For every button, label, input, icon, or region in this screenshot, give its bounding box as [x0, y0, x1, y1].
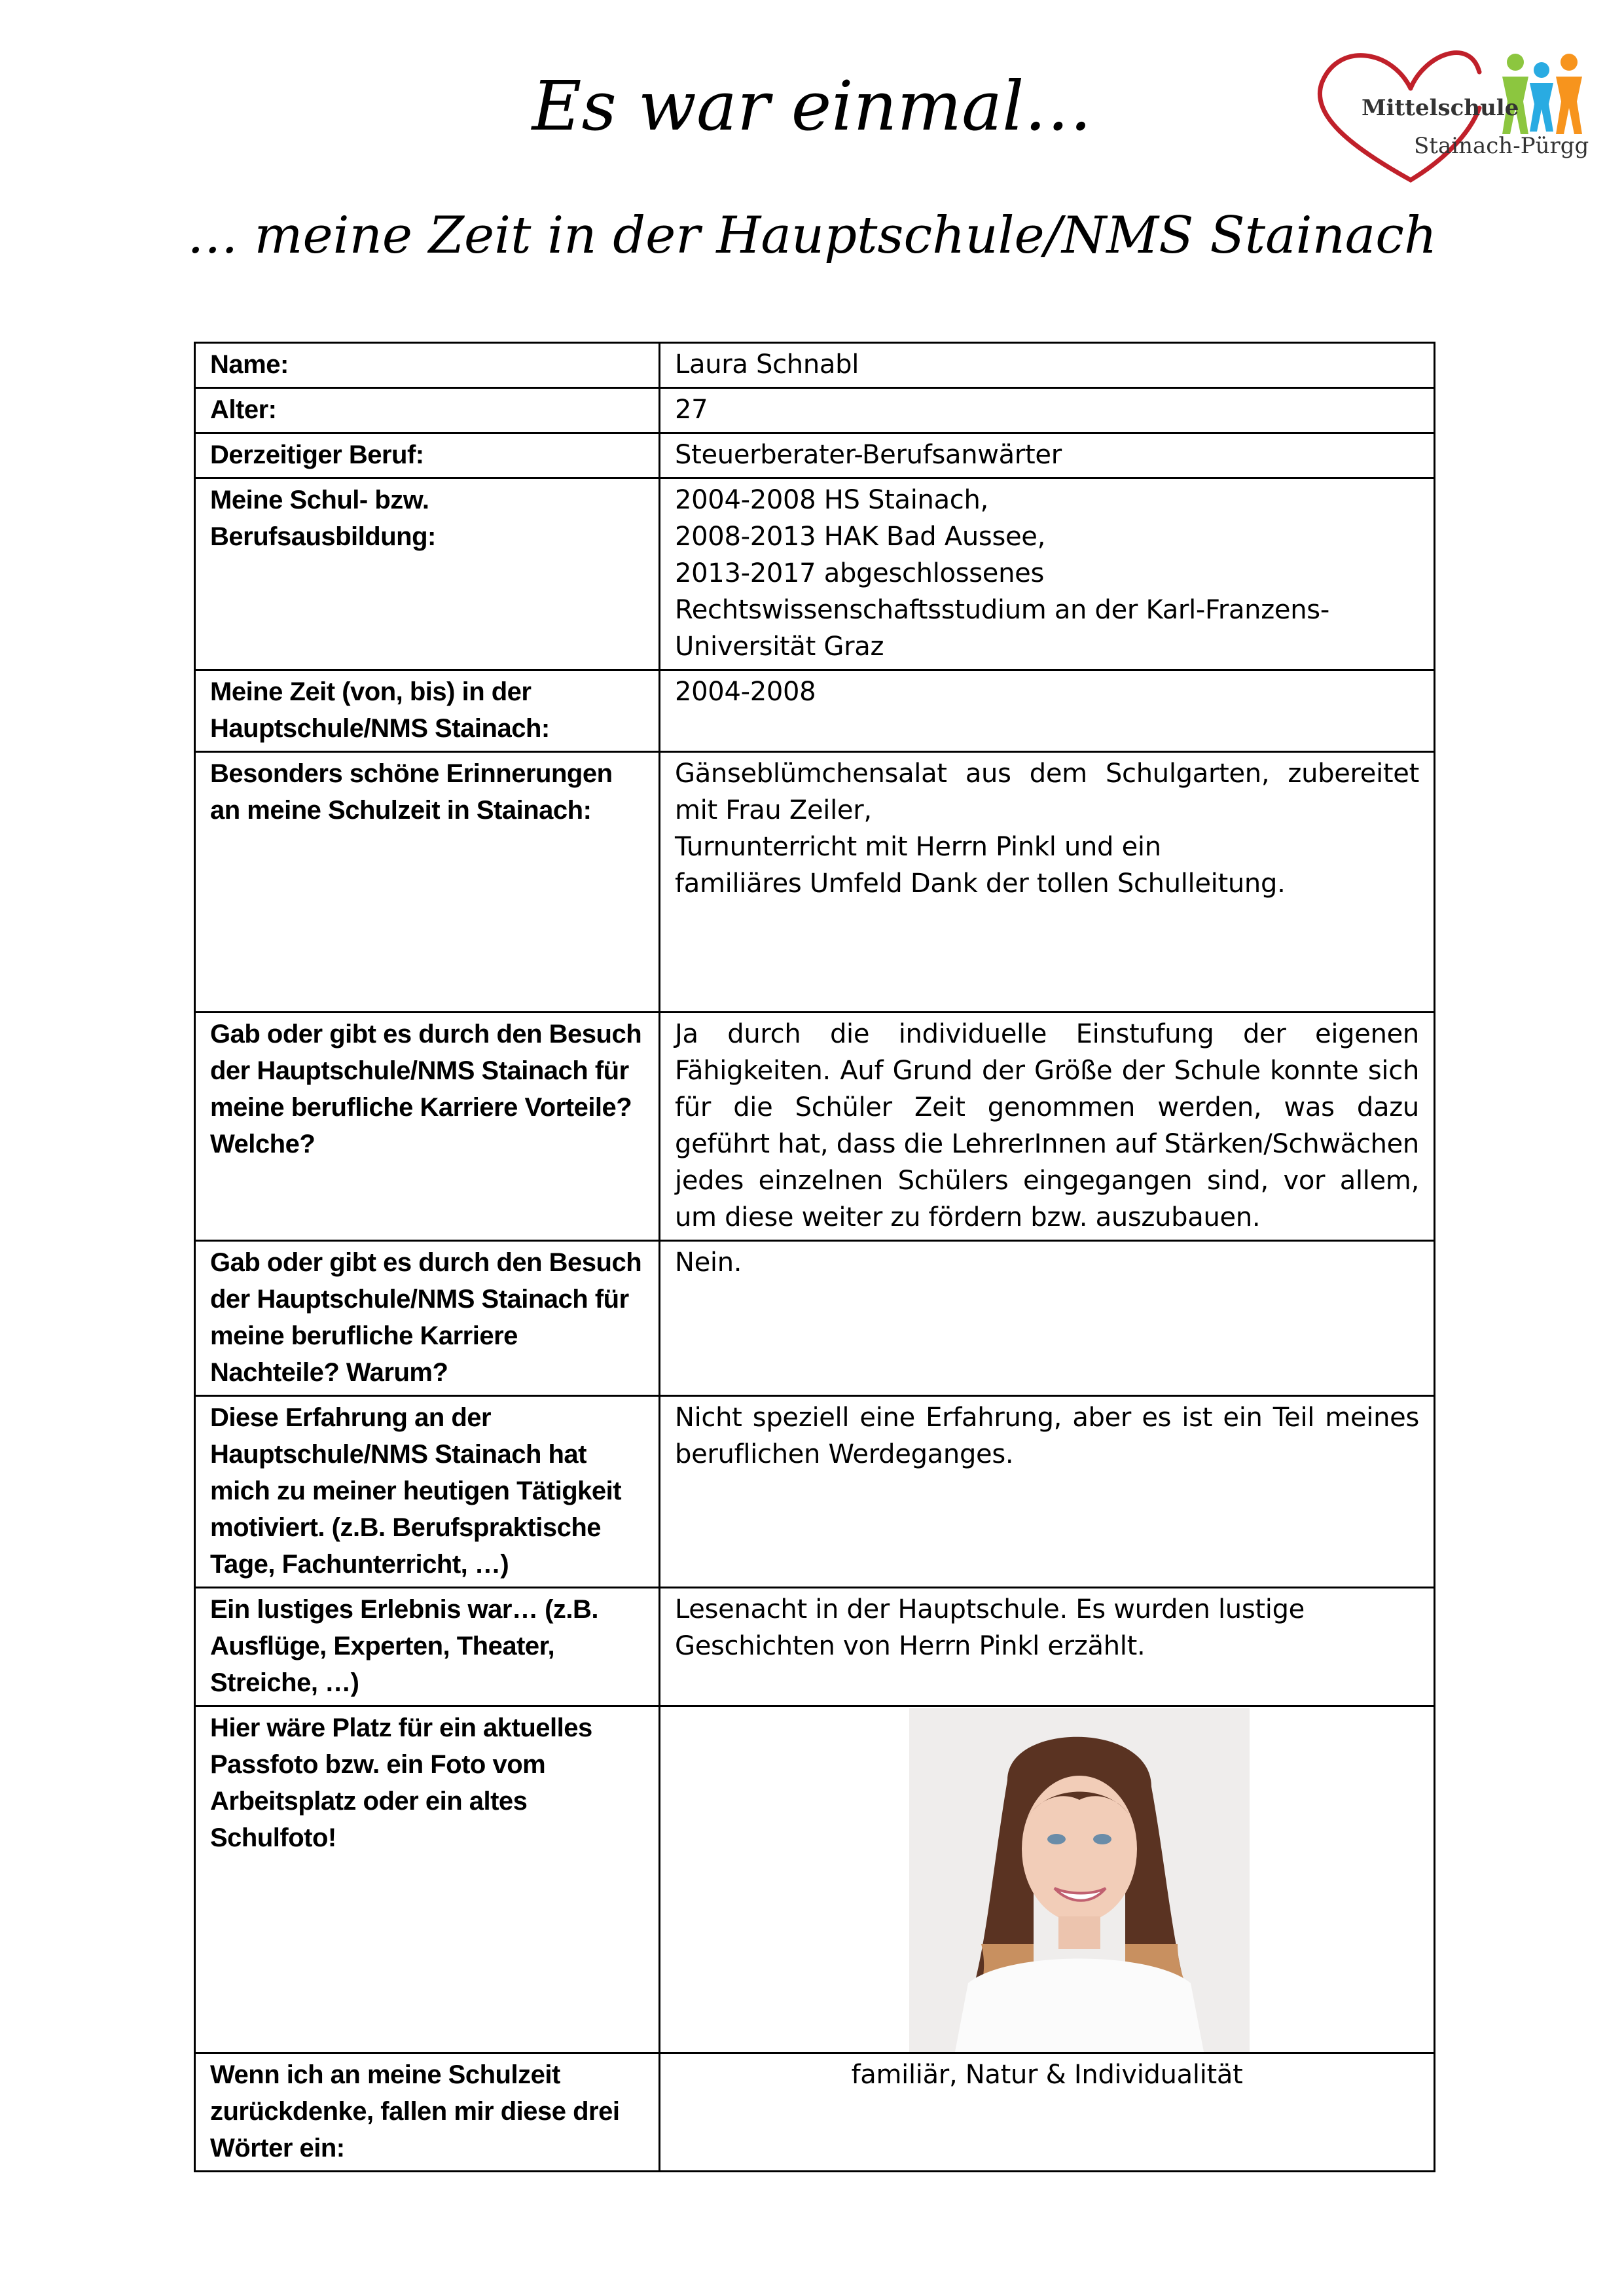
- label-job: Derzeitiger Beruf:: [195, 433, 660, 478]
- figure-green-icon: [1502, 54, 1528, 134]
- label-age: Alter:: [195, 388, 660, 433]
- value-funny: Lesenacht in der Hauptschule. Es wurden lustige Geschichten von Herrn Pinkl erzählt.: [660, 1588, 1435, 1706]
- value-time: 2004-2008: [660, 670, 1435, 752]
- label-disadvantages: Gab oder gibt es durch den Besuch der Hauptschule/NMS Stainach für meine berufliche Karriere Nachteile? Warum?: [195, 1241, 660, 1396]
- row-photo: [195, 1706, 1435, 2053]
- row-education: [195, 478, 1435, 670]
- row-words: [195, 2053, 1435, 2172]
- logo-text-line2: Stainach-Pürgg: [1414, 133, 1589, 159]
- figure-blue-icon: [1530, 62, 1553, 132]
- value-job: Steuerberater-Berufsanwärter: [660, 433, 1435, 478]
- school-logo: [1312, 36, 1587, 187]
- education-line: 2004-2008 HS Stainach,: [675, 485, 988, 515]
- row-time: [195, 670, 1435, 752]
- figure-orange-icon: [1556, 54, 1582, 134]
- education-line: 2008-2013 HAK Bad Aussee,: [675, 522, 1046, 552]
- memories-line: Gänseblümchensalat aus dem Schulgarten, zubereitet mit Frau Zeiler,: [675, 759, 1419, 825]
- row-advantages: [195, 1013, 1435, 1241]
- row-motivation: [195, 1396, 1435, 1588]
- row-name: [195, 343, 1435, 388]
- label-words: Wenn ich an meine Schulzeit zurückdenke, fallen mir diese drei Wörter ein:: [195, 2053, 660, 2172]
- value-memories: [660, 752, 1435, 1013]
- label-motivation: Diese Erfahrung an der Hauptschule/NMS Stainach hat mich zu meiner heutigen Tätigkeit motiviert. (z.B. Berufspraktische Tage, Fachunterricht, …): [195, 1396, 660, 1588]
- value-education: [660, 478, 1435, 670]
- label-advantages: Gab oder gibt es durch den Besuch der Hauptschule/NMS Stainach für meine berufliche Karriere Vorteile? Welche?: [195, 1013, 660, 1241]
- row-funny: [195, 1588, 1435, 1706]
- label-memories: Besonders schöne Erinnerungen an meine Schulzeit in Stainach:: [195, 752, 660, 1013]
- value-motivation: Nicht speziell eine Erfahrung, aber es ist ein Teil meines beruflichen Werdeganges.: [660, 1396, 1435, 1588]
- value-photo: [660, 1706, 1435, 2053]
- row-age: [195, 388, 1435, 433]
- portrait-photo: [909, 1708, 1250, 2052]
- profile-table: [194, 342, 1435, 2172]
- row-memories: [195, 752, 1435, 1013]
- page-subtitle: … meine Zeit in der Hauptschule/NMS Stainach: [187, 206, 1437, 265]
- memories-line: Turnunterricht mit Herrn Pinkl und ein: [675, 832, 1161, 862]
- memories-line: familiäres Umfeld Dank der tollen Schulleitung.: [675, 869, 1286, 899]
- value-words: familiär, Natur & Individualität: [660, 2053, 1435, 2172]
- label-education: Meine Schul- bzw. Berufsausbildung:: [195, 478, 660, 670]
- label-photo: Hier wäre Platz für ein aktuelles Passfoto bzw. ein Foto vom Arbeitsplatz oder ein altes Schulfoto!: [195, 1706, 660, 2053]
- label-name: Name:: [195, 343, 660, 388]
- portrait-image: [909, 1708, 1250, 2052]
- page-title: Es war einmal…: [532, 66, 1092, 146]
- value-disadvantages: Nein.: [660, 1241, 1435, 1396]
- value-advantages: Ja durch die individuelle Einstufung der eigenen Fähigkeiten. Auf Grund der Größe der Schule konnte sich für die Schüler Zeit genommen werden, was dazu geführt hat, dass die LehrerInnen auf Stärken/Schwächen jedes einzelnen Schülers eingegangen sind, vor allem, um diese weiter zu fördern bzw. auszubauen.: [660, 1013, 1435, 1241]
- row-job: [195, 433, 1435, 478]
- value-age: 27: [660, 388, 1435, 433]
- logo-text-line1: Mittelschule: [1362, 95, 1519, 121]
- value-name: Laura Schnabl: [660, 343, 1435, 388]
- label-time: Meine Zeit (von, bis) in der Hauptschule/NMS Stainach:: [195, 670, 660, 752]
- label-funny: Ein lustiges Erlebnis war… (z.B. Ausflüge, Experten, Theater, Streiche, …): [195, 1588, 660, 1706]
- row-disadvantages: [195, 1241, 1435, 1396]
- education-line: 2013-2017 abgeschlossenes Rechtswissenschaftsstudium an der Karl-Franzens-Universität Graz: [675, 558, 1329, 662]
